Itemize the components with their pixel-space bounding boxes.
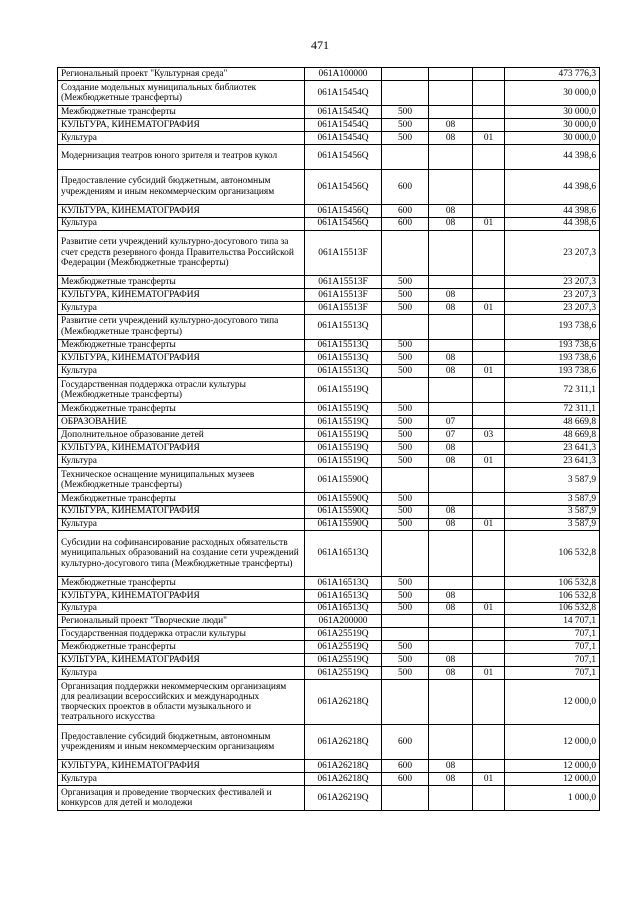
amount-cell: 72 311,1	[505, 378, 600, 403]
row-name-cell: Межбюджетные трансферты	[58, 576, 305, 589]
target-code-cell: 061A15456Q	[305, 217, 382, 230]
amount-cell: 30 000,0	[505, 105, 600, 118]
subsection-cell	[473, 531, 505, 576]
subsection-cell: 01	[473, 454, 505, 467]
amount-cell: 3 587,9	[505, 492, 600, 505]
amount-cell: 106 532,8	[505, 531, 600, 576]
table-row	[58, 314, 600, 339]
subsection-cell: 01	[473, 217, 505, 230]
subsection-cell	[473, 628, 505, 641]
section-cell: 08	[429, 441, 473, 454]
row-name-cell: КУЛЬТУРА, КИНЕМАТОГРАФИЯ	[58, 441, 305, 454]
expense-type-cell	[382, 378, 429, 403]
row-name-cell: Межбюджетные трансферты	[58, 105, 305, 118]
amount-cell: 3 587,9	[505, 518, 600, 531]
section-cell	[429, 786, 473, 811]
section-cell: 08	[429, 602, 473, 615]
amount-cell: 106 532,8	[505, 602, 600, 615]
subsection-cell	[473, 786, 505, 811]
subsection-cell	[473, 339, 505, 352]
amount-cell: 106 532,8	[505, 589, 600, 602]
target-code-cell: 061A200000	[305, 615, 382, 628]
expense-type-cell: 500	[382, 429, 429, 442]
target-code-cell: 061A15519Q	[305, 378, 382, 403]
row-name-cell: Межбюджетные трансферты	[58, 339, 305, 352]
expense-type-cell: 500	[382, 454, 429, 467]
target-code-cell: 061A15513F	[305, 275, 382, 288]
row-name-cell: Культура	[58, 454, 305, 467]
section-cell: 08	[429, 773, 473, 786]
table-row	[58, 667, 600, 680]
target-code-cell: 061A15590Q	[305, 492, 382, 505]
target-code-cell: 061A26218Q	[305, 725, 382, 760]
target-code-cell: 061A15513F	[305, 301, 382, 314]
subsection-cell: 03	[473, 429, 505, 442]
section-cell: 07	[429, 416, 473, 429]
section-cell: 08	[429, 352, 473, 365]
amount-cell: 193 738,6	[505, 314, 600, 339]
target-code-cell: 061A25519Q	[305, 667, 382, 680]
table-row	[58, 602, 600, 615]
expense-type-cell: 500	[382, 602, 429, 615]
section-cell	[429, 628, 473, 641]
expense-type-cell	[382, 615, 429, 628]
section-cell	[429, 275, 473, 288]
table-row	[58, 339, 600, 352]
table-row	[58, 80, 600, 105]
table-row	[58, 518, 600, 531]
table-row	[58, 144, 600, 169]
expense-type-cell: 500	[382, 131, 429, 144]
expense-type-cell: 500	[382, 288, 429, 301]
table-row	[58, 118, 600, 131]
section-cell: 08	[429, 131, 473, 144]
section-cell	[429, 492, 473, 505]
row-name-cell: КУЛЬТУРА, КИНЕМАТОГРАФИЯ	[58, 118, 305, 131]
subsection-cell	[473, 725, 505, 760]
row-name-cell: Модернизация театров юного зрителя и театров кукол	[58, 144, 305, 169]
subsection-cell	[473, 378, 505, 403]
expense-type-cell	[382, 230, 429, 275]
expense-type-cell: 500	[382, 416, 429, 429]
expense-type-cell	[382, 531, 429, 576]
section-cell: 08	[429, 118, 473, 131]
expense-type-cell	[382, 80, 429, 105]
amount-cell: 44 398,6	[505, 144, 600, 169]
section-cell	[429, 230, 473, 275]
subsection-cell	[473, 230, 505, 275]
amount-cell: 48 669,8	[505, 416, 600, 429]
expense-type-cell: 600	[382, 217, 429, 230]
target-code-cell: 061A15513F	[305, 288, 382, 301]
target-code-cell: 061A15456Q	[305, 169, 382, 204]
target-code-cell: 061A15590Q	[305, 467, 382, 492]
subsection-cell: 01	[473, 667, 505, 680]
target-code-cell: 061A25519Q	[305, 654, 382, 667]
target-code-cell: 061A15590Q	[305, 505, 382, 518]
target-code-cell: 061A26218Q	[305, 679, 382, 724]
section-cell: 08	[429, 505, 473, 518]
row-name-cell: КУЛЬТУРА, КИНЕМАТОГРАФИЯ	[58, 204, 305, 217]
target-code-cell: 061A15513Q	[305, 352, 382, 365]
row-name-cell: КУЛЬТУРА, КИНЕМАТОГРАФИЯ	[58, 352, 305, 365]
subsection-cell	[473, 441, 505, 454]
target-code-cell: 061A26218Q	[305, 760, 382, 773]
table-row	[58, 492, 600, 505]
section-cell	[429, 80, 473, 105]
expense-type-cell: 500	[382, 403, 429, 416]
expense-type-cell: 500	[382, 352, 429, 365]
row-name-cell: Создание модельных муниципальных библиотек (Межбюджетные трансферты)	[58, 80, 305, 105]
amount-cell: 193 738,6	[505, 352, 600, 365]
amount-cell: 23 207,3	[505, 288, 600, 301]
row-name-cell: Межбюджетные трансферты	[58, 641, 305, 654]
subsection-cell	[473, 68, 505, 81]
expense-type-cell: 600	[382, 725, 429, 760]
amount-cell: 12 000,0	[505, 725, 600, 760]
section-cell: 07	[429, 429, 473, 442]
section-cell	[429, 339, 473, 352]
expense-type-cell: 500	[382, 301, 429, 314]
table-row	[58, 204, 600, 217]
table-row	[58, 531, 600, 576]
subsection-cell	[473, 416, 505, 429]
section-cell	[429, 615, 473, 628]
expense-type-cell	[382, 68, 429, 81]
row-name-cell: Культура	[58, 365, 305, 378]
expense-type-cell: 500	[382, 275, 429, 288]
table-row	[58, 454, 600, 467]
expense-type-cell: 500	[382, 654, 429, 667]
table-row	[58, 725, 600, 760]
expense-type-cell: 500	[382, 518, 429, 531]
target-code-cell: 061A26219Q	[305, 786, 382, 811]
subsection-cell: 01	[473, 365, 505, 378]
target-code-cell: 061A15519Q	[305, 416, 382, 429]
table-row	[58, 416, 600, 429]
row-name-cell: Организация и проведение творческих фестивалей и конкурсов для детей и молодежи	[58, 786, 305, 811]
expense-type-cell: 500	[382, 667, 429, 680]
table-row	[58, 760, 600, 773]
expense-type-cell: 600	[382, 169, 429, 204]
amount-cell: 30 000,0	[505, 118, 600, 131]
table-row	[58, 275, 600, 288]
expense-type-cell: 500	[382, 492, 429, 505]
section-cell: 08	[429, 518, 473, 531]
section-cell: 08	[429, 365, 473, 378]
row-name-cell: КУЛЬТУРА, КИНЕМАТОГРАФИЯ	[58, 654, 305, 667]
subsection-cell	[473, 589, 505, 602]
target-code-cell: 061A16513Q	[305, 576, 382, 589]
subsection-cell	[473, 80, 505, 105]
table-row	[58, 641, 600, 654]
section-cell: 08	[429, 667, 473, 680]
section-cell	[429, 105, 473, 118]
table-row	[58, 589, 600, 602]
target-code-cell: 061A25519Q	[305, 628, 382, 641]
table-row	[58, 105, 600, 118]
target-code-cell: 061A15454Q	[305, 105, 382, 118]
subsection-cell: 01	[473, 602, 505, 615]
table-row	[58, 505, 600, 518]
row-name-cell: Культура	[58, 301, 305, 314]
expense-type-cell: 500	[382, 576, 429, 589]
subsection-cell	[473, 204, 505, 217]
amount-cell: 12 000,0	[505, 773, 600, 786]
table-row	[58, 403, 600, 416]
subsection-cell	[473, 760, 505, 773]
expense-type-cell: 600	[382, 773, 429, 786]
amount-cell: 12 000,0	[505, 760, 600, 773]
amount-cell: 12 000,0	[505, 679, 600, 724]
section-cell	[429, 144, 473, 169]
row-name-cell: Государственная поддержка отрасли культуры (Межбюджетные трансферты)	[58, 378, 305, 403]
row-name-cell: Дополнительное образование детей	[58, 429, 305, 442]
amount-cell: 72 311,1	[505, 403, 600, 416]
amount-cell: 30 000,0	[505, 80, 600, 105]
target-code-cell: 061A100000	[305, 68, 382, 81]
subsection-cell	[473, 492, 505, 505]
section-cell	[429, 679, 473, 724]
target-code-cell: 061A15513F	[305, 230, 382, 275]
row-name-cell: Культура	[58, 773, 305, 786]
expense-type-cell	[382, 786, 429, 811]
target-code-cell: 061A16513Q	[305, 531, 382, 576]
amount-cell: 44 398,6	[505, 204, 600, 217]
row-name-cell: Межбюджетные трансферты	[58, 275, 305, 288]
target-code-cell: 061A15519Q	[305, 429, 382, 442]
target-code-cell: 061A15454Q	[305, 131, 382, 144]
amount-cell: 23 207,3	[505, 275, 600, 288]
amount-cell: 707,1	[505, 641, 600, 654]
subsection-cell	[473, 118, 505, 131]
expense-type-cell: 500	[382, 365, 429, 378]
section-cell	[429, 378, 473, 403]
target-code-cell: 061A15519Q	[305, 403, 382, 416]
section-cell	[429, 314, 473, 339]
budget-table-body	[58, 68, 600, 811]
table-row	[58, 615, 600, 628]
target-code-cell: 061A26218Q	[305, 773, 382, 786]
row-name-cell: Государственная поддержка отрасли культуры	[58, 628, 305, 641]
expense-type-cell: 600	[382, 204, 429, 217]
target-code-cell: 061A15513Q	[305, 365, 382, 378]
subsection-cell	[473, 105, 505, 118]
subsection-cell	[473, 314, 505, 339]
row-name-cell: КУЛЬТУРА, КИНЕМАТОГРАФИЯ	[58, 760, 305, 773]
target-code-cell: 061A15513Q	[305, 339, 382, 352]
row-name-cell: Культура	[58, 518, 305, 531]
amount-cell: 23 207,3	[505, 230, 600, 275]
amount-cell: 707,1	[505, 654, 600, 667]
subsection-cell: 01	[473, 773, 505, 786]
table-row	[58, 654, 600, 667]
table-row	[58, 68, 600, 81]
amount-cell: 3 587,9	[505, 467, 600, 492]
subsection-cell	[473, 467, 505, 492]
section-cell	[429, 169, 473, 204]
row-name-cell: Культура	[58, 667, 305, 680]
amount-cell: 193 738,6	[505, 365, 600, 378]
subsection-cell	[473, 615, 505, 628]
row-name-cell: Культура	[58, 131, 305, 144]
expense-type-cell	[382, 467, 429, 492]
row-name-cell: КУЛЬТУРА, КИНЕМАТОГРАФИЯ	[58, 288, 305, 301]
expense-type-cell: 500	[382, 641, 429, 654]
row-name-cell: Региональный проект "Творческие люди"	[58, 615, 305, 628]
table-row	[58, 131, 600, 144]
expense-type-cell	[382, 628, 429, 641]
subsection-cell	[473, 641, 505, 654]
row-name-cell: Межбюджетные трансферты	[58, 403, 305, 416]
amount-cell: 48 669,8	[505, 429, 600, 442]
expense-type-cell	[382, 314, 429, 339]
expense-type-cell	[382, 144, 429, 169]
expense-type-cell: 500	[382, 505, 429, 518]
table-row	[58, 628, 600, 641]
target-code-cell: 061A15456Q	[305, 144, 382, 169]
amount-cell: 106 532,8	[505, 576, 600, 589]
row-name-cell: Организация поддержки некоммерческим организациям для реализации всероссийских и международных творческих проектов в области музыкального и театрального искусства	[58, 679, 305, 724]
amount-cell: 30 000,0	[505, 131, 600, 144]
table-row	[58, 217, 600, 230]
page-number: 471	[311, 38, 329, 52]
subsection-cell: 01	[473, 131, 505, 144]
expense-type-cell: 500	[382, 589, 429, 602]
subsection-cell: 01	[473, 301, 505, 314]
subsection-cell	[473, 352, 505, 365]
row-name-cell: ОБРАЗОВАНИЕ	[58, 416, 305, 429]
section-cell: 08	[429, 204, 473, 217]
section-cell	[429, 531, 473, 576]
amount-cell: 3 587,9	[505, 505, 600, 518]
section-cell	[429, 576, 473, 589]
table-row	[58, 773, 600, 786]
table-row	[58, 288, 600, 301]
target-code-cell: 061A15519Q	[305, 441, 382, 454]
amount-cell: 1 000,0	[505, 786, 600, 811]
row-name-cell: Межбюджетные трансферты	[58, 492, 305, 505]
row-name-cell: Предоставление субсидий бюджетным, автономным учреждениям и иным некоммерческим организациям	[58, 725, 305, 760]
subsection-cell: 01	[473, 518, 505, 531]
target-code-cell: 061A15519Q	[305, 454, 382, 467]
subsection-cell	[473, 654, 505, 667]
expense-type-cell: 500	[382, 441, 429, 454]
table-row	[58, 365, 600, 378]
subsection-cell	[473, 576, 505, 589]
section-cell: 08	[429, 589, 473, 602]
target-code-cell: 061A25519Q	[305, 641, 382, 654]
amount-cell: 23 641,3	[505, 441, 600, 454]
target-code-cell: 061A15513Q	[305, 314, 382, 339]
subsection-cell	[473, 169, 505, 204]
section-cell	[429, 467, 473, 492]
section-cell: 08	[429, 654, 473, 667]
table-row	[58, 467, 600, 492]
table-row	[58, 576, 600, 589]
expense-type-cell: 500	[382, 105, 429, 118]
expense-type-cell: 500	[382, 118, 429, 131]
amount-cell: 14 707,1	[505, 615, 600, 628]
section-cell: 08	[429, 454, 473, 467]
target-code-cell: 061A15456Q	[305, 204, 382, 217]
row-name-cell: КУЛЬТУРА, КИНЕМАТОГРАФИЯ	[58, 589, 305, 602]
row-name-cell: Развитие сети учреждений культурно-досугового типа (Межбюджетные трансферты)	[58, 314, 305, 339]
amount-cell: 193 738,6	[505, 339, 600, 352]
table-row	[58, 378, 600, 403]
expense-type-cell	[382, 679, 429, 724]
target-code-cell: 061A15454Q	[305, 80, 382, 105]
section-cell	[429, 641, 473, 654]
expense-type-cell: 600	[382, 760, 429, 773]
target-code-cell: 061A15590Q	[305, 518, 382, 531]
amount-cell: 44 398,6	[505, 169, 600, 204]
table-row	[58, 679, 600, 724]
amount-cell: 707,1	[505, 628, 600, 641]
table-row	[58, 352, 600, 365]
amount-cell: 44 398,6	[505, 217, 600, 230]
section-cell: 08	[429, 217, 473, 230]
row-name-cell: Предоставление субсидий бюджетным, автономным учреждениям и иным некоммерческим организациям	[58, 169, 305, 204]
subsection-cell	[473, 505, 505, 518]
expense-type-cell: 500	[382, 339, 429, 352]
table-row	[58, 169, 600, 204]
subsection-cell	[473, 144, 505, 169]
budget-table	[57, 67, 600, 811]
section-cell	[429, 68, 473, 81]
table-row	[58, 429, 600, 442]
section-cell	[429, 725, 473, 760]
target-code-cell: 061A16513Q	[305, 589, 382, 602]
amount-cell: 473 776,3	[505, 68, 600, 81]
amount-cell: 707,1	[505, 667, 600, 680]
amount-cell: 23 641,3	[505, 454, 600, 467]
section-cell: 08	[429, 288, 473, 301]
section-cell	[429, 403, 473, 416]
table-row	[58, 301, 600, 314]
row-name-cell: Субсидии на софинансирование расходных обязательств муниципальных образований на создание сети учреждений культурно-досугового типа (Межбюджетные трансферты)	[58, 531, 305, 576]
row-name-cell: Развитие сети учреждений культурно-досугового типа за счет средств резервного фонда Правительства Российской Федерации (Межбюджетные трансферты)	[58, 230, 305, 275]
row-name-cell: Культура	[58, 217, 305, 230]
row-name-cell: Региональный проект "Культурная среда"	[58, 68, 305, 81]
table-row	[58, 441, 600, 454]
section-cell: 08	[429, 760, 473, 773]
section-cell: 08	[429, 301, 473, 314]
row-name-cell: Техническое оснащение муниципальных музеев (Межбюджетные трансферты)	[58, 467, 305, 492]
subsection-cell	[473, 275, 505, 288]
subsection-cell	[473, 679, 505, 724]
row-name-cell: Культура	[58, 602, 305, 615]
table-row	[58, 230, 600, 275]
target-code-cell: 061A15454Q	[305, 118, 382, 131]
target-code-cell: 061A16513Q	[305, 602, 382, 615]
subsection-cell	[473, 288, 505, 301]
table-row	[58, 786, 600, 811]
row-name-cell: КУЛЬТУРА, КИНЕМАТОГРАФИЯ	[58, 505, 305, 518]
amount-cell: 23 207,3	[505, 301, 600, 314]
subsection-cell	[473, 403, 505, 416]
